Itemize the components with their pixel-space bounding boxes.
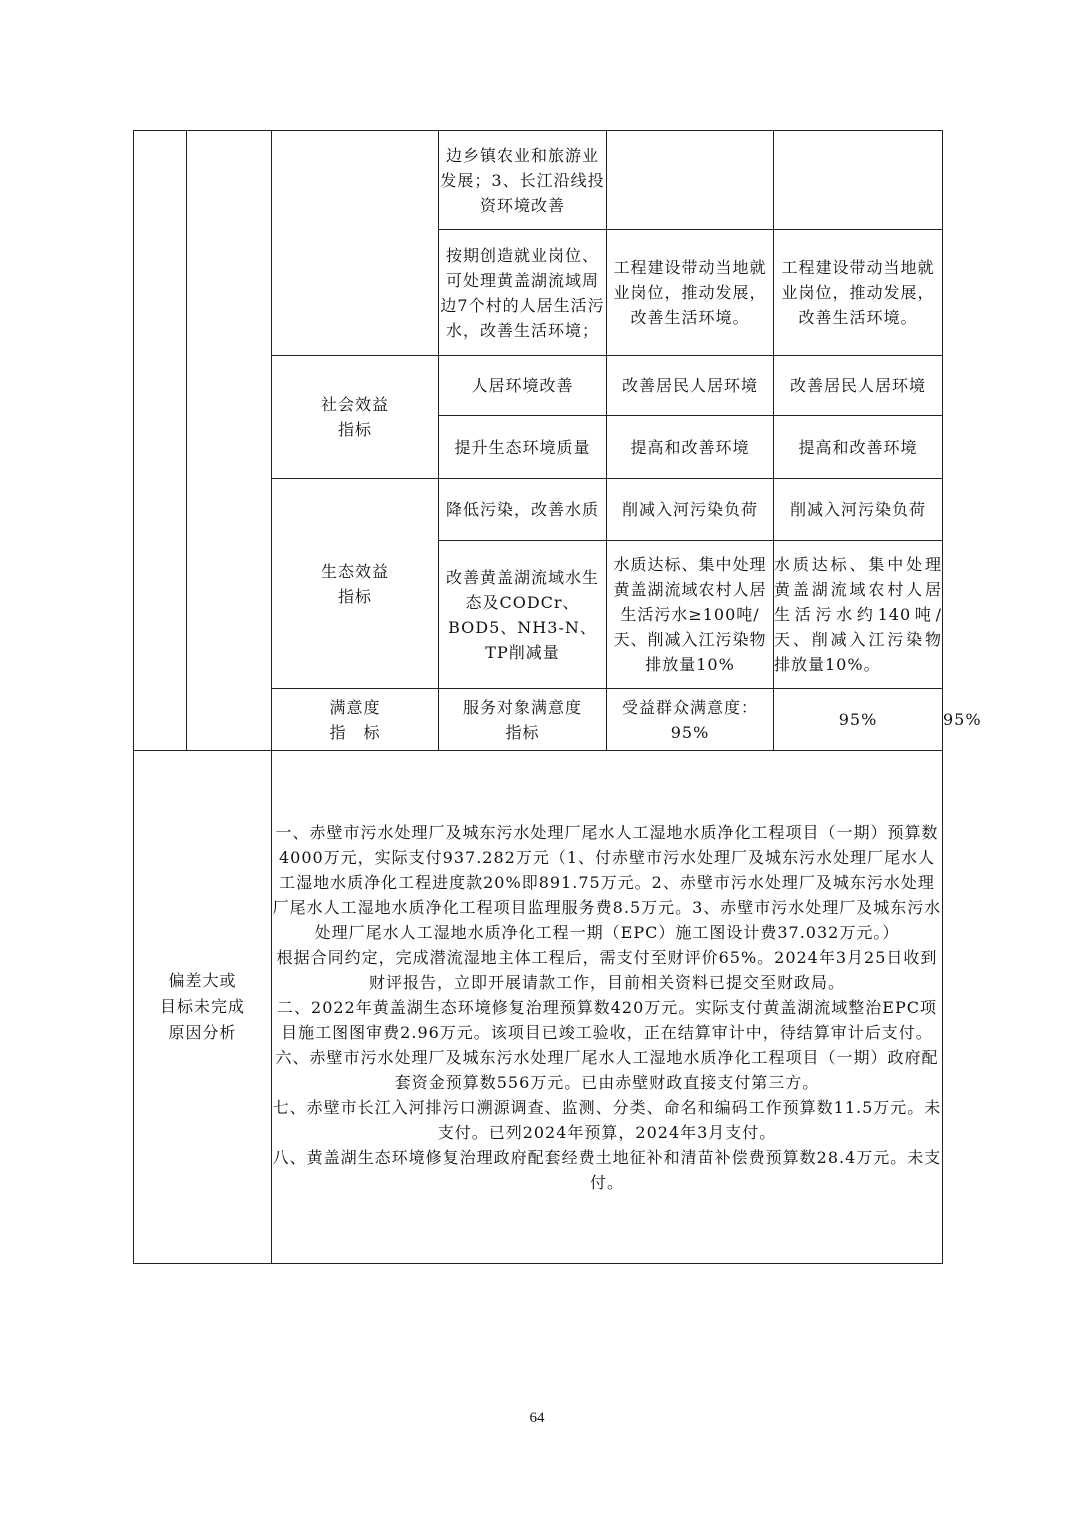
analysis-label: 偏差大或 目标未完成 原因分析: [134, 751, 272, 1264]
level3-empty-cell: [272, 131, 439, 356]
actual-cell: 工程建设带动当地就业岗位，推动发展，改善生活环境。: [607, 230, 774, 356]
page-number: 64: [529, 1410, 545, 1426]
satisfaction-category: 满意度 指 标: [272, 689, 439, 751]
analysis-paragraph: 根据合同约定，完成潜流湿地主体工程后，需支付至财评价65%。2024年3月25日收到财评报告，立即开展请款工作，目前相关资料已提交至财政局。: [276, 947, 938, 992]
completed-cell: 水质达标、集中处理黄盖湖流域农村人居生活污水约140吨/天、削减入江污染物排放量10%。: [774, 541, 943, 689]
analysis-paragraph: 七、赤壁市长江入河排污口溯源调查、监测、分类、命名和编码工作预算数11.5万元。未支付。已列2024年预算，2024年3月支付。: [272, 1097, 942, 1142]
level2-empty-cell: [187, 131, 272, 751]
social-benefit-label: 社会效益 指标: [272, 356, 439, 479]
target-cell: 降低污染，改善水质: [439, 479, 607, 541]
actual-cell: 提高和改善环境: [607, 416, 774, 479]
completed-cell: 工程建设带动当地就业岗位，推动发展，改善生活环境。: [774, 230, 943, 356]
actual-cell: 削减入河污染负荷: [607, 479, 774, 541]
actual-cell: [607, 131, 774, 230]
target-cell: 提升生态环境质量: [439, 416, 607, 479]
analysis-paragraph: 八、黄盖湖生态环境修复治理政府配套经费土地征补和清苗补偿费预算数28.4万元。未支付。: [272, 1147, 942, 1192]
analysis-paragraph: 六、赤壁市污水处理厂及城东污水处理厂尾水人工湿地水质净化工程项目（一期）政府配套资金预算数556万元。已由赤壁财政直接支付第三方。: [275, 1047, 939, 1092]
target-cell: 边乡镇农业和旅游业发展；3、长江沿线投资环境改善: [439, 131, 607, 230]
target-cell: 人居环境改善: [439, 356, 607, 416]
satisfaction-label: 服务对象满意度 指标: [439, 689, 607, 751]
actual-cell: 95%: [774, 689, 943, 751]
actual-cell: 水质达标、集中处理黄盖湖流域农村人居生活污水≥100吨/天、削减入江污染物排放量10%: [607, 541, 774, 689]
level1-empty-cell: [134, 131, 187, 751]
completed-cell: 提高和改善环境: [774, 416, 943, 479]
performance-table: [133, 130, 982, 1264]
completed-cell: [774, 131, 943, 230]
analysis-text: [272, 751, 943, 1264]
eco-benefit-label: 生态效益 指标: [272, 479, 439, 689]
analysis-paragraph: 一、赤壁市污水处理厂及城东污水处理厂尾水人工湿地水质净化工程项目（一期）预算数4000万元，实际支付937.282万元（1、付赤壁市污水处理厂及城东污水处理厂尾水人工湿地水质净化工程进度款20%即891.75万元。2、赤壁市污水处理厂及城东污水处理厂尾水人工湿地水质净化工程项目监理服务费8.5万元。3、赤壁市污水处理厂及城东污水处理厂尾水人工湿地水质净化工程一期（EPC）施工图设计费37.032万元。）: [272, 822, 942, 942]
completed-cell: 削减入河污染负荷: [774, 479, 943, 541]
analysis-paragraph: 二、2022年黄盖湖生态环境修复治理预算数420万元。实际支付黄盖湖流域整治EPC项目施工图图审费2.96万元。该项目已竣工验收，正在结算审计中，待结算审计后支付。: [277, 997, 937, 1042]
table-row: 满意度 指 标 服务对象满意度 指标 受益群众满意度：95% 95% 95%: [134, 689, 943, 751]
target-cell: 按期创造就业岗位、可处理黄盖湖流域周边7个村的人居生活污水，改善生活环境；: [439, 230, 607, 356]
completed-cell: 改善居民人居环境: [774, 356, 943, 416]
target-cell: 受益群众满意度：95%: [607, 689, 774, 751]
table-row: [134, 751, 943, 1264]
actual-cell: 改善居民人居环境: [607, 356, 774, 416]
target-cell: 改善黄盖湖流域水生态及CODCr、BOD5、NH3-N、TP削减量: [439, 541, 607, 689]
table-row: [134, 131, 943, 230]
